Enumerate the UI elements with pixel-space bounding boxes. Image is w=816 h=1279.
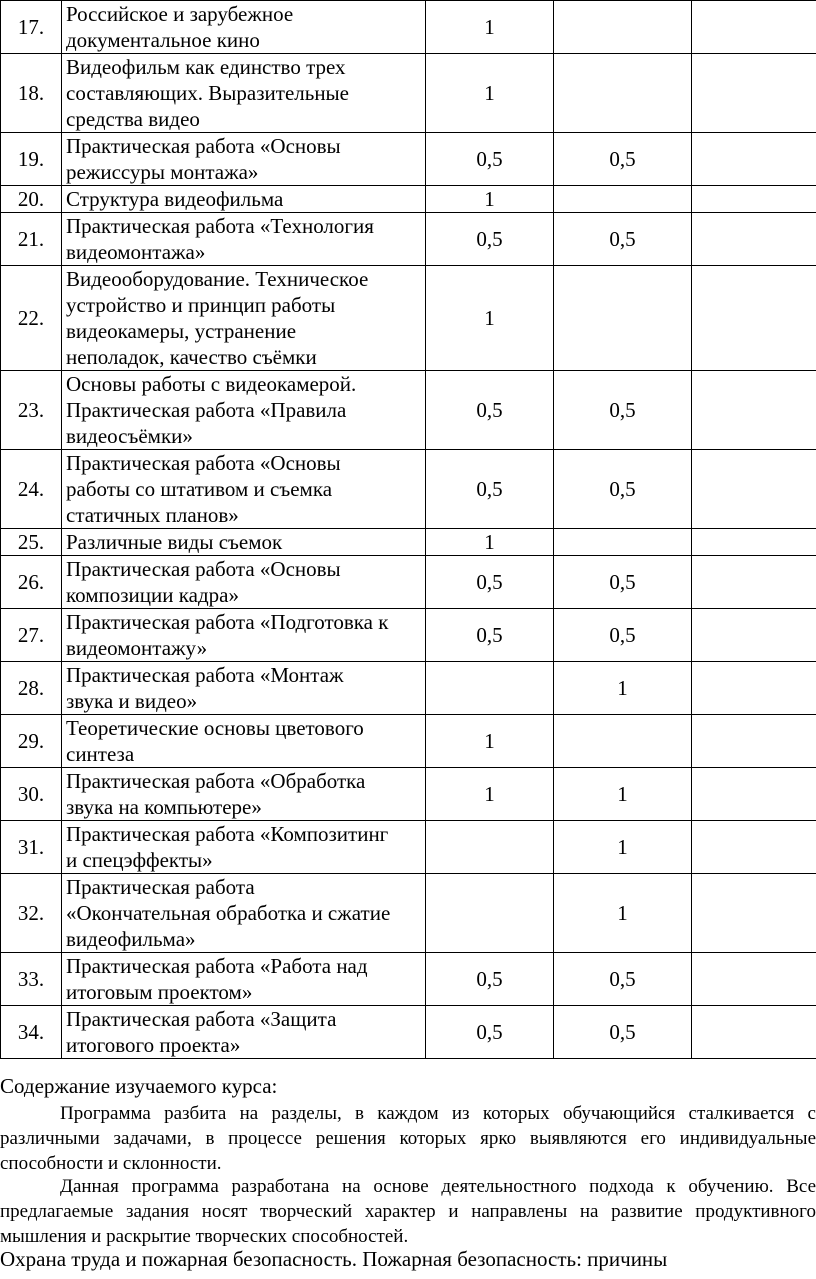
- row-theory-hours: 1: [426, 715, 554, 768]
- row-theory-hours: [426, 662, 554, 715]
- topic-line: неполадок, качество съёмки: [66, 345, 317, 369]
- row-topic: [62, 450, 426, 529]
- row-topic: [62, 556, 426, 609]
- row-number: 24.: [1, 450, 62, 529]
- row-extra: [692, 821, 816, 874]
- topic-line: «Окончательная обработка и сжатие: [66, 901, 391, 925]
- table-row: [1, 821, 816, 874]
- row-extra: [692, 54, 816, 133]
- row-practice-hours: [554, 715, 692, 768]
- topic-line: составляющих. Выразительные: [66, 81, 349, 105]
- topic-line: Практическая работа «Правила: [66, 398, 347, 422]
- topic-line: синтеза: [66, 742, 135, 766]
- topic-line: Практическая работа «Технология: [66, 214, 374, 238]
- row-theory-hours: [426, 821, 554, 874]
- row-extra: [692, 529, 816, 556]
- topic-line: композиции кадра»: [66, 583, 239, 607]
- topic-line: Теоретические основы цветового: [66, 716, 364, 740]
- row-theory-hours: 0,5: [426, 371, 554, 450]
- row-number: 34.: [1, 1006, 62, 1059]
- row-number: 31.: [1, 821, 62, 874]
- paragraph-approach-text: Данная программа разработана на основе деятельностного подхода к обучению. Все предлагаемые задания носят творческий характер и направлены на развитие продуктивного мышления и раскрытие творческих способностей.: [0, 1176, 816, 1247]
- row-number: 26.: [1, 556, 62, 609]
- row-topic: [62, 1006, 426, 1059]
- row-topic: [62, 821, 426, 874]
- row-practice-hours: 1: [554, 821, 692, 874]
- row-number: 23.: [1, 371, 62, 450]
- table-row: [1, 609, 816, 662]
- row-topic: [62, 715, 426, 768]
- topic-line: Практическая работа «Основы: [66, 134, 341, 158]
- row-number: 22.: [1, 266, 62, 371]
- row-practice-hours: 1: [554, 662, 692, 715]
- row-extra: [692, 450, 816, 529]
- row-topic: [62, 133, 426, 186]
- row-topic: [62, 371, 426, 450]
- row-number: 28.: [1, 662, 62, 715]
- table-row: [1, 1006, 816, 1059]
- topic-line: Видеооборудование. Техническое: [66, 267, 369, 291]
- row-practice-hours: [554, 186, 692, 213]
- row-number: 32.: [1, 874, 62, 953]
- row-number: 17.: [1, 1, 62, 54]
- topic-line: устройство и принцип работы: [66, 293, 336, 317]
- row-extra: [692, 662, 816, 715]
- row-theory-hours: 1: [426, 54, 554, 133]
- row-number: 18.: [1, 54, 62, 133]
- row-practice-hours: [554, 266, 692, 371]
- table-row: [1, 1, 816, 54]
- row-topic: [62, 609, 426, 662]
- table-row: [1, 953, 816, 1006]
- paragraph-sections: [0, 1101, 816, 1176]
- row-topic: [62, 266, 426, 371]
- row-extra: [692, 213, 816, 266]
- topic-line: видеосъёмки»: [66, 424, 193, 448]
- row-number: 25.: [1, 529, 62, 556]
- row-extra: [692, 609, 816, 662]
- topic-line: итоговым проектом»: [66, 980, 253, 1004]
- topic-line: средства видео: [66, 107, 200, 131]
- table-row: [1, 186, 816, 213]
- row-theory-hours: 1: [426, 1, 554, 54]
- row-extra: [692, 953, 816, 1006]
- row-topic: [62, 768, 426, 821]
- table-row: [1, 371, 816, 450]
- row-theory-hours: 0,5: [426, 450, 554, 529]
- row-practice-hours: [554, 54, 692, 133]
- row-theory-hours: 0,5: [426, 133, 554, 186]
- topic-line: Основы работы с видеокамерой.: [66, 372, 357, 396]
- row-practice-hours: [554, 529, 692, 556]
- paragraph-approach: [0, 1174, 816, 1249]
- topic-line: Различные виды съемок: [66, 530, 283, 554]
- row-number: 20.: [1, 186, 62, 213]
- table-row: [1, 768, 816, 821]
- row-topic: [62, 874, 426, 953]
- topic-line: и спецэффекты»: [66, 848, 213, 872]
- row-number: 27.: [1, 609, 62, 662]
- row-topic: [62, 213, 426, 266]
- row-theory-hours: 1: [426, 529, 554, 556]
- paragraph-safety: Охрана труда и пожарная безопасность. Пожарная безопасность: причины: [0, 1247, 668, 1271]
- row-number: 33.: [1, 953, 62, 1006]
- topic-line: Практическая работа «Основы: [66, 451, 341, 475]
- row-theory-hours: 0,5: [426, 609, 554, 662]
- row-topic: [62, 1, 426, 54]
- row-theory-hours: 0,5: [426, 953, 554, 1006]
- table-row: [1, 133, 816, 186]
- row-practice-hours: 0,5: [554, 213, 692, 266]
- topic-line: итогового проекта»: [66, 1033, 241, 1057]
- row-theory-hours: 0,5: [426, 1006, 554, 1059]
- table-row: [1, 662, 816, 715]
- course-content-heading: Содержание изучаемого курса:: [0, 1074, 278, 1098]
- row-practice-hours: 0,5: [554, 1006, 692, 1059]
- row-practice-hours: 0,5: [554, 556, 692, 609]
- row-topic: [62, 529, 426, 556]
- row-extra: [692, 266, 816, 371]
- topic-line: Практическая работа «Монтаж: [66, 663, 344, 687]
- row-theory-hours: 0,5: [426, 213, 554, 266]
- row-extra: [692, 186, 816, 213]
- topic-line: Видеофильм как единство трех: [66, 55, 346, 79]
- topic-line: статичных планов»: [66, 503, 239, 527]
- row-theory-hours: 1: [426, 186, 554, 213]
- topic-line: видеокамеры, устранение: [66, 319, 297, 343]
- row-extra: [692, 556, 816, 609]
- row-practice-hours: 1: [554, 768, 692, 821]
- row-practice-hours: [554, 1, 692, 54]
- topic-line: Российское и зарубежное: [66, 2, 294, 26]
- row-practice-hours: 1: [554, 874, 692, 953]
- row-extra: [692, 133, 816, 186]
- row-number: 29.: [1, 715, 62, 768]
- row-practice-hours: 0,5: [554, 953, 692, 1006]
- topic-line: Практическая работа «Защита: [66, 1007, 337, 1031]
- row-theory-hours: 0,5: [426, 556, 554, 609]
- row-theory-hours: [426, 874, 554, 953]
- row-theory-hours: 1: [426, 768, 554, 821]
- topic-line: Практическая работа «Обработка: [66, 769, 366, 793]
- table-row: [1, 556, 816, 609]
- row-topic: [62, 186, 426, 213]
- row-extra: [692, 1, 816, 54]
- topic-line: видеомонтажу»: [66, 636, 208, 660]
- topic-line: режиссуры монтажа»: [66, 160, 259, 184]
- row-practice-hours: 0,5: [554, 133, 692, 186]
- topic-line: Практическая работа: [66, 875, 255, 899]
- table-row: [1, 213, 816, 266]
- row-extra: [692, 715, 816, 768]
- topic-line: Практическая работа «Основы: [66, 557, 341, 581]
- row-topic: [62, 662, 426, 715]
- topic-line: работы со штативом и съемка: [66, 477, 333, 501]
- lesson-plan-body: [1, 1, 816, 1059]
- table-row: [1, 266, 816, 371]
- table-row: [1, 529, 816, 556]
- row-practice-hours: 0,5: [554, 609, 692, 662]
- row-theory-hours: 1: [426, 266, 554, 371]
- topic-line: Практическая работа «Композитинг: [66, 822, 389, 846]
- table-row: [1, 450, 816, 529]
- row-practice-hours: 0,5: [554, 371, 692, 450]
- topic-line: Практическая работа «Работа над: [66, 954, 368, 978]
- row-extra: [692, 874, 816, 953]
- topic-line: звука на компьютере»: [66, 795, 262, 819]
- row-topic: [62, 54, 426, 133]
- row-extra: [692, 768, 816, 821]
- topic-line: Практическая работа «Подготовка к: [66, 610, 389, 634]
- row-extra: [692, 1006, 816, 1059]
- row-topic: [62, 953, 426, 1006]
- topic-line: документальное кино: [66, 28, 260, 52]
- paragraph-sections-text: Программа разбита на разделы, в каждом из которых обучающийся сталкивается с различными задачами, в процессе решения которых ярко выявляются его индивидуальные способности и склонности.: [0, 1103, 816, 1174]
- topic-line: звука и видео»: [66, 689, 198, 713]
- row-number: 21.: [1, 213, 62, 266]
- table-row: [1, 54, 816, 133]
- row-practice-hours: 0,5: [554, 450, 692, 529]
- table-row: [1, 715, 816, 768]
- row-number: 19.: [1, 133, 62, 186]
- table-row: [1, 874, 816, 953]
- row-extra: [692, 371, 816, 450]
- row-number: 30.: [1, 768, 62, 821]
- topic-line: Структура видеофильма: [66, 187, 284, 211]
- topic-line: видеомонтажа»: [66, 240, 206, 264]
- topic-line: видеофильма»: [66, 927, 196, 951]
